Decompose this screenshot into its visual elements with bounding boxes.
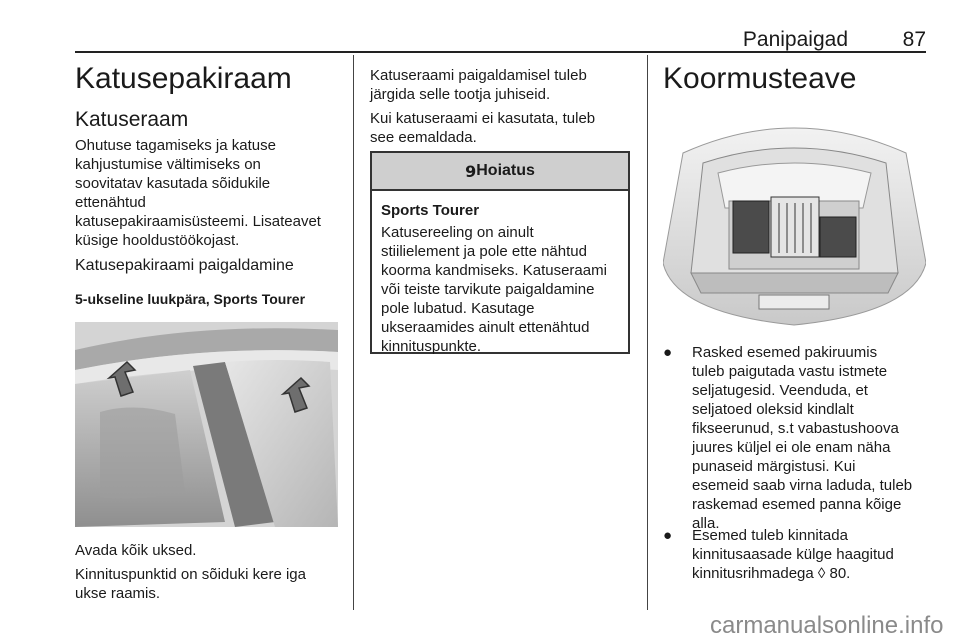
watermark: carmanualsonline.info — [710, 612, 944, 639]
warning-body — [372, 191, 628, 356]
header-rule — [75, 51, 926, 53]
warning-subtitle: Sports Tourer — [381, 202, 480, 219]
bullet-icon: ● — [663, 344, 673, 361]
heading-variants: 5-ukseline luukpära, Sports Tourer — [75, 291, 306, 307]
text-line: pole lubatud. Kasutage — [381, 300, 535, 317]
text-line: kinnituspunkte. — [381, 338, 482, 355]
cargo-illustration — [663, 113, 926, 328]
page-number: 87 — [902, 28, 926, 51]
warning-header — [372, 153, 628, 191]
text-line: Esemed tuleb kinnitada — [692, 527, 848, 544]
text-line: Ohutuse tagamiseks ja katuse — [75, 137, 276, 154]
text-line: soovitatav kasutada sõidukile — [75, 175, 271, 192]
warning-icon: 9 — [465, 161, 477, 181]
heading-installation: Katusepakiraami paigaldamine — [75, 257, 294, 274]
list-item-text — [692, 343, 932, 533]
paragraph-safety — [75, 136, 350, 250]
text-line: katusepakiraamisüsteemi. Lisateavet — [75, 213, 321, 230]
text-line: Kui katuseraami ei kasutata, tuleb — [370, 110, 596, 127]
list-item-text — [692, 526, 932, 583]
paragraph-mount-points — [75, 565, 350, 603]
text-line: küsige hooldustöökojast. — [75, 232, 240, 249]
text-line: Katusereeling on ainult — [381, 224, 534, 241]
column-divider-2 — [647, 55, 648, 610]
text-line: juures küljel ei ole enam näha — [692, 439, 891, 456]
text-line: alla. — [692, 515, 720, 532]
text-line: seljatugesid. Veenduda, et — [692, 382, 868, 399]
page-reference-link[interactable]: kinnitusrihmadega ◊ 80. — [692, 565, 851, 582]
text-line: ukse raamis. — [75, 585, 161, 602]
subsection-title-katuseraam: Katuseraam — [75, 108, 189, 131]
text-line: tuleb paigutada vastu istmete — [692, 363, 888, 380]
text-line: Rasked esemed pakiruumis — [692, 344, 878, 361]
text-line: kahjustumise vältimiseks on — [75, 156, 261, 173]
text-line: see eemaldada. — [370, 129, 477, 146]
text-line: ettenähtud — [75, 194, 146, 211]
header-title: Panipaigad — [742, 28, 848, 51]
warning-box — [370, 151, 630, 354]
text-line: järgida selle tootja juhiseid. — [370, 86, 551, 103]
door-frame-illustration — [75, 322, 338, 527]
text-line: kinnitusaasade külge haagitud — [692, 546, 894, 563]
column-divider-1 — [353, 55, 354, 610]
text-line: Kinnituspunktid on sõiduki kere iga — [75, 566, 306, 583]
paragraph-remove — [370, 109, 635, 147]
warning-title: Hoiatus — [476, 162, 535, 179]
text-line: Katuseraami paigaldamisel tuleb — [370, 67, 587, 84]
text-line: ukseraamides ainult ettenähtud — [381, 319, 590, 336]
paragraph-manufacturer — [370, 66, 635, 104]
bullet-icon: ● — [663, 527, 673, 544]
section-title-katusepakiraam: Katusepakiraam — [75, 62, 292, 95]
text-line: seljatoed oleksid kindlalt — [692, 401, 854, 418]
text-line: esemeid saab virna laduda, tuleb — [692, 477, 913, 494]
paragraph-open-doors: Avada kõik uksed. — [75, 542, 197, 559]
text-line: raskemad esemed panna kõige — [692, 496, 902, 513]
text-line: punaseid märgistusi. Kui — [692, 458, 856, 475]
text-line: koorma kandmiseks. Katuseraami — [381, 262, 607, 279]
section-title-koormusteave: Koormusteave — [663, 62, 857, 95]
text-line: või teiste tarvikute paigaldamine — [381, 281, 595, 298]
text-line: fikseerunud, s.t vabastushoova — [692, 420, 899, 437]
text-line: stiilielement ja pole ette nähtud — [381, 243, 587, 260]
